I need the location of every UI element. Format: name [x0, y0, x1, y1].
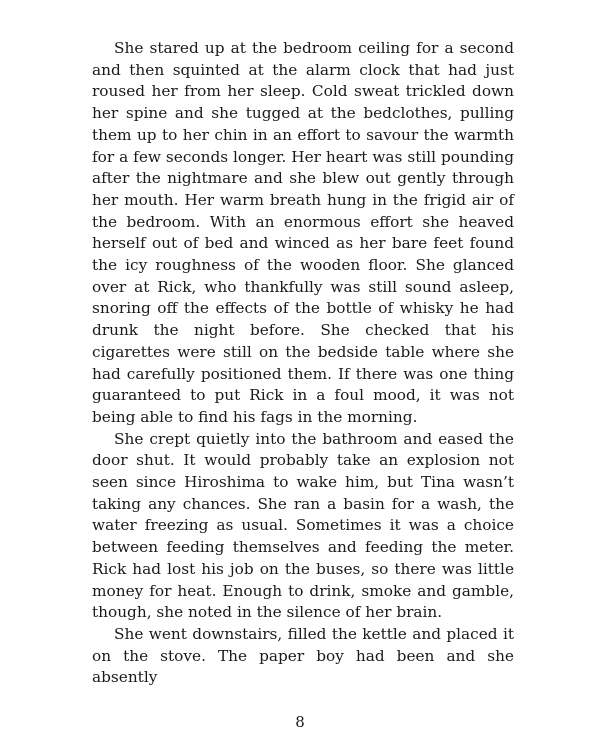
paragraph: She crept quietly into the bathroom and eased the door shut. It would probably take an explosion not seen since Hiroshima to wake him, but Tina wasn’t taking any chances. She ran a basin for a wash, the water freezing as usual. Sometimes it was a choice between feeding themselves and feeding the meter. Rick had lost his job on the buses, so there was little money for heat. Enough to drink, smoke and gamble, though, she noted in the silence of her brain. [92, 429, 514, 622]
body-text [92, 38, 514, 689]
paragraph: She went downstairs, filled the kettle and placed it on the stove. The paper boy had been and she absently [92, 624, 514, 687]
paragraph: She stared up at the bedroom ceiling for a second and then squinted at the alarm clock that had just roused her from her sleep. Cold sweat trickled down her spine and she tugged at the bedclothes, pulling them up to her chin in an effort to savour the warmth for a few seconds longer. Her heart was still pounding after the nightmare and she blew out gently through her mouth. Her warm breath hung in the frigid air of the bedroom. With an enormous effort she heaved herself out of bed and winced as her bare feet found the icy roughness of the wooden floor. She glanced over at Rick, who thankfully was still sound asleep, snoring off the effects of the bottle of whisky he had drunk the night before. She checked that his cigarettes were still on the bedside table where she had carefully positioned them. If there was one thing guaranteed to put Rick in a foul mood, it was not being able to find his fags in the morning. [92, 39, 514, 426]
page-number: 8 [295, 713, 305, 731]
